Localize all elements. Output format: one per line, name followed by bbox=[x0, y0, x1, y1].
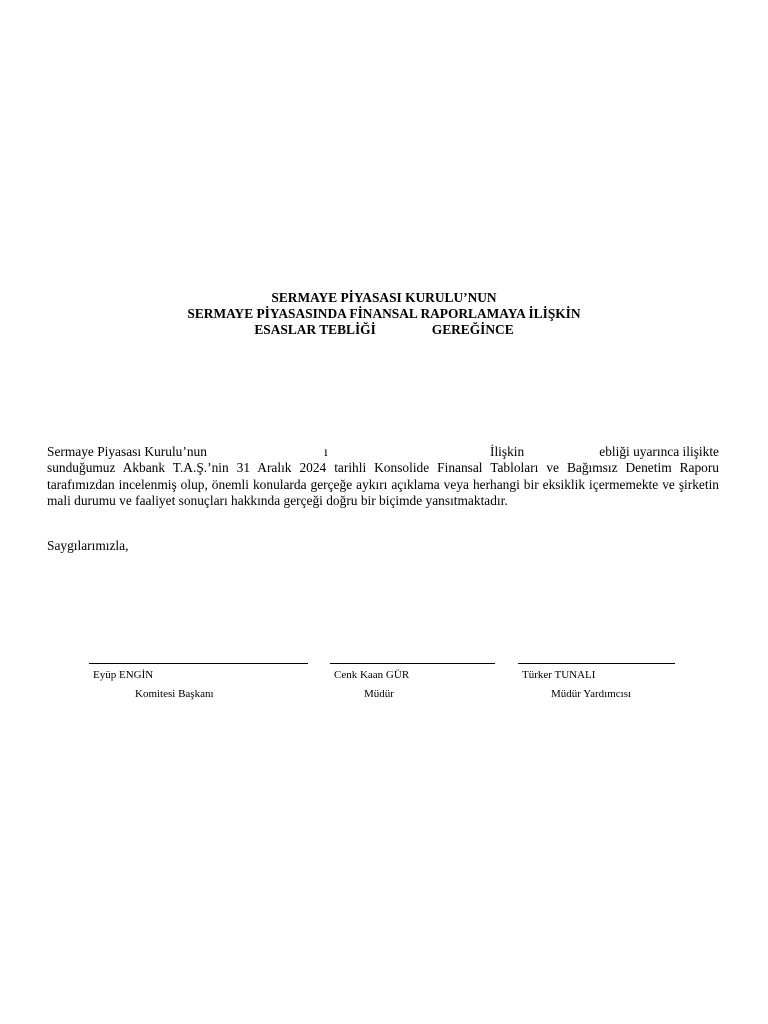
closing-salutation: Saygılarımızla, bbox=[47, 538, 129, 553]
document-heading bbox=[0, 290, 768, 338]
statement-paragraph bbox=[47, 444, 719, 510]
signature-line-2 bbox=[330, 663, 495, 664]
paragraph-fragment-4: ebliği uyarınca ilişikte bbox=[599, 444, 719, 459]
heading-line-1: SERMAYE PİYASASI KURULU’NUN bbox=[271, 290, 497, 305]
heading-line-3-part-a: ESASLAR TEBLİĞİ bbox=[254, 322, 376, 337]
paragraph-fragment-2: ı bbox=[324, 444, 328, 459]
signer-title-1: Komitesi Başkanı bbox=[135, 688, 214, 700]
heading-line-3-part-b: GEREĞİNCE bbox=[431, 322, 514, 337]
signer-name-2: Cenk Kaan GÜR bbox=[334, 669, 410, 681]
signer-title-3: Müdür Yardımcısı bbox=[551, 688, 632, 700]
paragraph-fragment-1: Sermaye Piyasası Kurulu’nun bbox=[47, 444, 207, 459]
paragraph-rest: sunduğumuz Akbank T.A.Ş.’nin 31 Aralık 2024 tarihli Konsolide Finansal Tabloları ve Bağımsız Denetim Raporu tarafımızdan incelenmiş olup, önemli konularda gerçeğe aykırı açıklama veya herhangi bir eksiklik içermemekte ve şirketin mali durumu ve faaliyet sonuçları hakkında gerçeği doğru bir biçimde yansıtmaktadır. bbox=[47, 460, 719, 509]
heading-line-2: SERMAYE PİYASASINDA FİNANSAL RAPORLAMAYA İLİŞKİN bbox=[187, 306, 581, 321]
paragraph-fragment-3: İlişkin bbox=[490, 444, 525, 459]
signature-line-1 bbox=[89, 663, 308, 664]
paragraph-first-line bbox=[47, 444, 719, 460]
signer-name-3: Türker TUNALI bbox=[522, 669, 596, 681]
signer-title-2: Müdür bbox=[364, 688, 394, 700]
heading-line-3 bbox=[0, 322, 768, 338]
signer-name-1: Eyüp ENGİN bbox=[93, 669, 154, 681]
signature-line-3 bbox=[518, 663, 675, 664]
